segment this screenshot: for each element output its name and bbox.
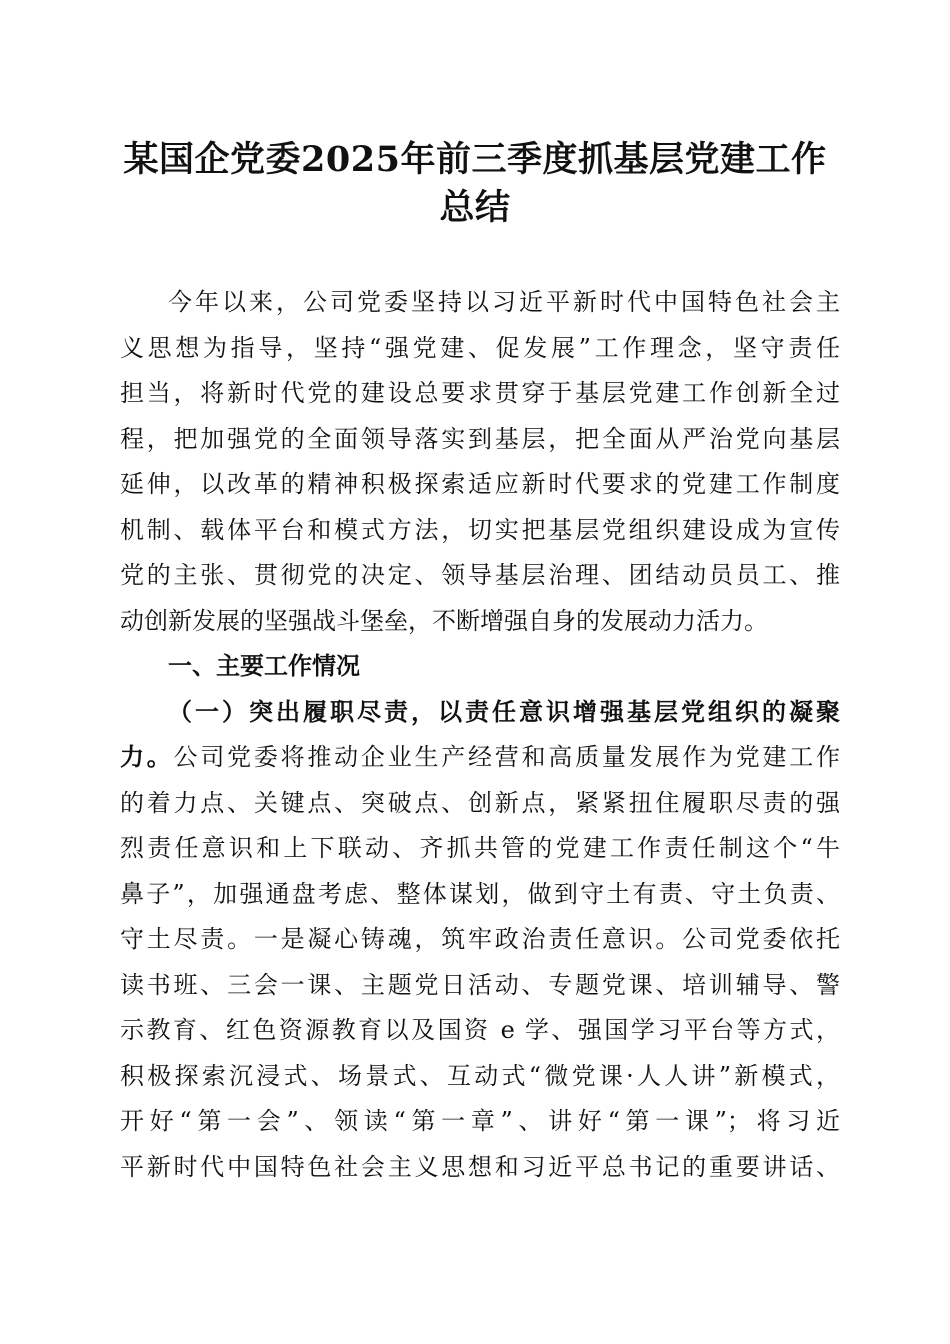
text-line: 机制、载体平台和模式方法，切实把基层党组织建设成为宣传 bbox=[120, 515, 840, 544]
text-line: 担当，将新时代党的建设总要求贯穿于基层党建工作创新全过 bbox=[120, 379, 840, 407]
text-line: 积极探索沉浸式、场景式、互动式“微党课·人人讲”新模式， bbox=[120, 1061, 840, 1090]
text-line: 动创新发展的坚强战斗堡垒，不断增强自身的发展动力活力。 bbox=[120, 606, 768, 635]
text-line: 守土尽责。一是凝心铸魂，筑牢政治责任意识。公司党委依托 bbox=[120, 925, 840, 953]
text-line: 鼻子”，加强通盘考虑、整体谋划，做到守土有责、守土负责、 bbox=[120, 879, 840, 908]
subsection-paragraph bbox=[120, 690, 840, 1191]
text-line: 的着力点、关键点、突破点、创新点，紧紧扭住履职尽责的强 bbox=[120, 788, 840, 817]
text-line: 今年以来，公司党委坚持以习近平新时代中国特色社会主 bbox=[168, 288, 840, 316]
text-line: 党的主张、贯彻党的决定、领导基层治理、团结动员员工、推 bbox=[120, 561, 840, 589]
text-line: 烈责任意识和上下联动、齐抓共管的党建工作责任制这个“牛 bbox=[120, 834, 840, 862]
document-title bbox=[110, 136, 840, 232]
subsection-heading-end: 力。 bbox=[120, 743, 174, 771]
text-line: 读书班、三会一课、主题党日活动、专题党课、培训辅导、警 bbox=[120, 970, 840, 999]
text-line: 延伸，以改革的精神积极探索适应新时代要求的党建工作制度 bbox=[120, 470, 840, 498]
text-line: 示教育、红色资源教育以及国资 e 学、强国学习平台等方式， bbox=[120, 1016, 840, 1044]
text-line: 开好“第一会”、领读“第一章”、讲好“第一课”；将习近 bbox=[120, 1107, 840, 1135]
title-line-1: 某国企党委2025年前三季度抓基层党建工作 bbox=[123, 139, 827, 180]
section-heading: 一、主要工作情况 bbox=[168, 652, 360, 680]
text-line bbox=[120, 735, 840, 781]
intro-paragraph bbox=[120, 280, 840, 644]
text-line: 平新时代中国特色社会主义思想和习近平总书记的重要讲话、 bbox=[120, 1152, 840, 1181]
title-line-2: 总结 bbox=[439, 187, 511, 228]
text-line-rest: 公司党委将推动企业生产经营和高质量发展作为党建工作 bbox=[173, 743, 841, 771]
subsection-heading: （一）突出履职尽责，以责任意识增强基层党组织的凝聚 bbox=[168, 697, 840, 726]
document-body bbox=[120, 280, 840, 1190]
text-line: 义思想为指导，坚持“强党建、促发展”工作理念，坚守责任 bbox=[120, 333, 840, 362]
text-line: 程，把加强党的全面领导落实到基层，把全面从严治党向基层 bbox=[120, 424, 840, 453]
